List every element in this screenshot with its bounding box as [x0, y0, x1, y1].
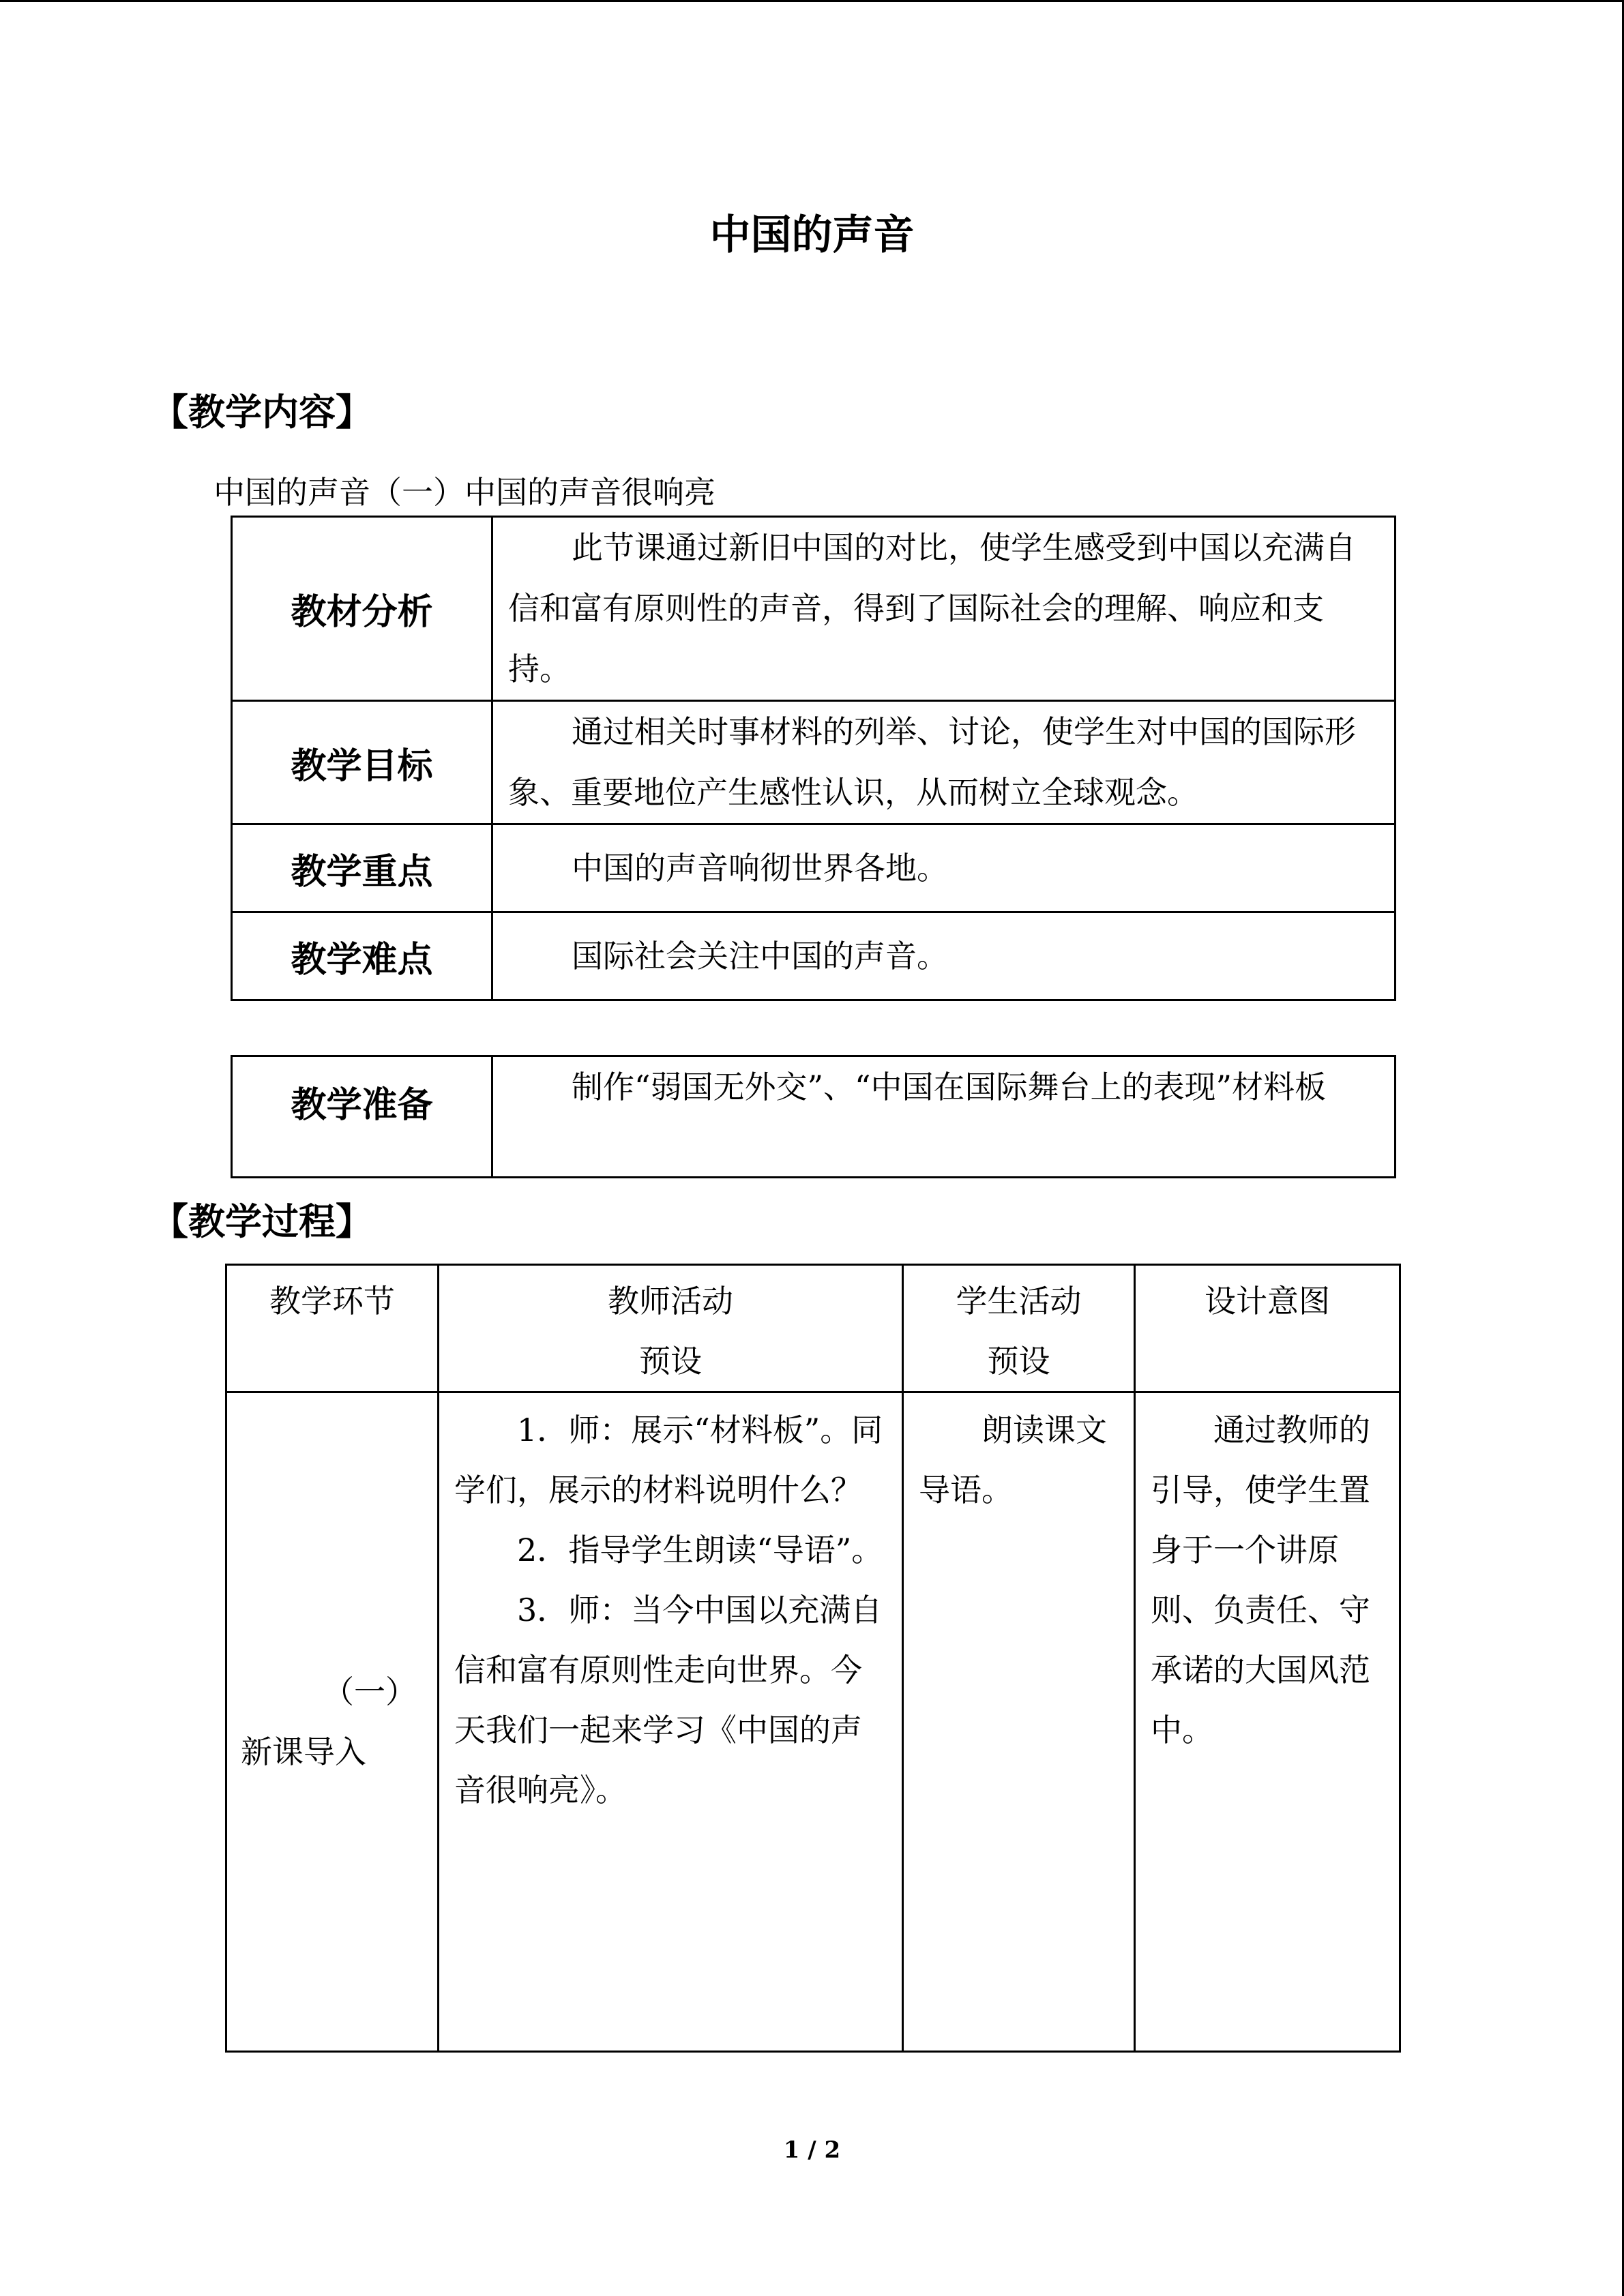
- process-header-row: [226, 1265, 1400, 1392]
- process-row-intro: [226, 1392, 1400, 2052]
- info-text: 中国的声音响彻世界各地。: [492, 824, 1396, 912]
- lesson-subtitle: 中国的声音（一）中国的声音很响亮: [213, 474, 715, 511]
- document-title: 中国的声音: [709, 211, 915, 259]
- page-number: 1 / 2: [783, 2136, 841, 2164]
- header-teacher-line2: 预设: [639, 1343, 702, 1380]
- page-border-top: [0, 0, 1624, 2]
- info-label: 教学目标: [232, 701, 492, 824]
- student-activity: 朗读课文导语。: [919, 1412, 1107, 1508]
- info-row-difficulty: [232, 912, 1396, 1000]
- design-intent-cell: [1135, 1392, 1400, 2052]
- section-heading-content: 【教学内容】: [151, 391, 372, 434]
- header-link-label: 教学环节: [269, 1283, 395, 1320]
- header-student: [903, 1265, 1135, 1392]
- header-design: [1135, 1265, 1400, 1392]
- student-activity-cell: [903, 1392, 1135, 2052]
- header-teacher: [439, 1265, 903, 1392]
- design-intent: 通过教师的引导，使学生置身于一个讲原则、负责任、守承诺的大国风范中。: [1151, 1412, 1370, 1748]
- info-text: 国际社会关注中国的声音。: [492, 912, 1396, 1000]
- prep-label: 教学准备: [232, 1056, 492, 1178]
- header-student-line1: 学生活动: [956, 1283, 1082, 1320]
- teacher-item: 3．师：当今中国以充满自信和富有原则性走向世界。今天我们一起来学习《中国的声音很响亮》。: [454, 1592, 883, 1808]
- preparation-table: [231, 1055, 1396, 1178]
- section-heading-process: 【教学过程】: [151, 1200, 372, 1243]
- process-table: [225, 1264, 1401, 2053]
- info-label: 教材分析: [232, 517, 492, 701]
- header-design-label: 设计意图: [1205, 1283, 1330, 1320]
- header-link: [226, 1265, 439, 1392]
- teacher-item: 2．指导学生朗读“导语”。: [517, 1532, 883, 1568]
- teacher-activity-cell: [439, 1392, 903, 2052]
- lesson-info-table: [231, 516, 1396, 1001]
- info-row-goal: [232, 701, 1396, 824]
- link-number: （一）: [323, 1673, 417, 1710]
- teacher-item: 1．师：展示“材料板”。同学们，展示的材料说明什么？: [454, 1412, 883, 1508]
- prep-text: 制作“弱国无外交”、“中国在国际舞台上的表现”材料板: [492, 1056, 1396, 1178]
- link-name: 新课导入: [241, 1733, 366, 1770]
- link-cell: [226, 1392, 439, 2052]
- header-student-line2: 预设: [987, 1343, 1050, 1380]
- info-label: 教学难点: [232, 912, 492, 1000]
- header-teacher-line1: 教师活动: [608, 1283, 733, 1320]
- info-row-key-point: [232, 824, 1396, 912]
- info-row-analysis: [232, 517, 1396, 701]
- info-text: 此节课通过新旧中国的对比，使学生感受到中国以充满自信和富有原则性的声音，得到了国际社会的理解、响应和支持。: [492, 517, 1396, 701]
- info-label: 教学重点: [232, 824, 492, 912]
- info-text: 通过相关时事材料的列举、讨论，使学生对中国的国际形象、重要地位产生感性认识，从而树立全球观念。: [492, 701, 1396, 824]
- prep-row: [232, 1056, 1396, 1178]
